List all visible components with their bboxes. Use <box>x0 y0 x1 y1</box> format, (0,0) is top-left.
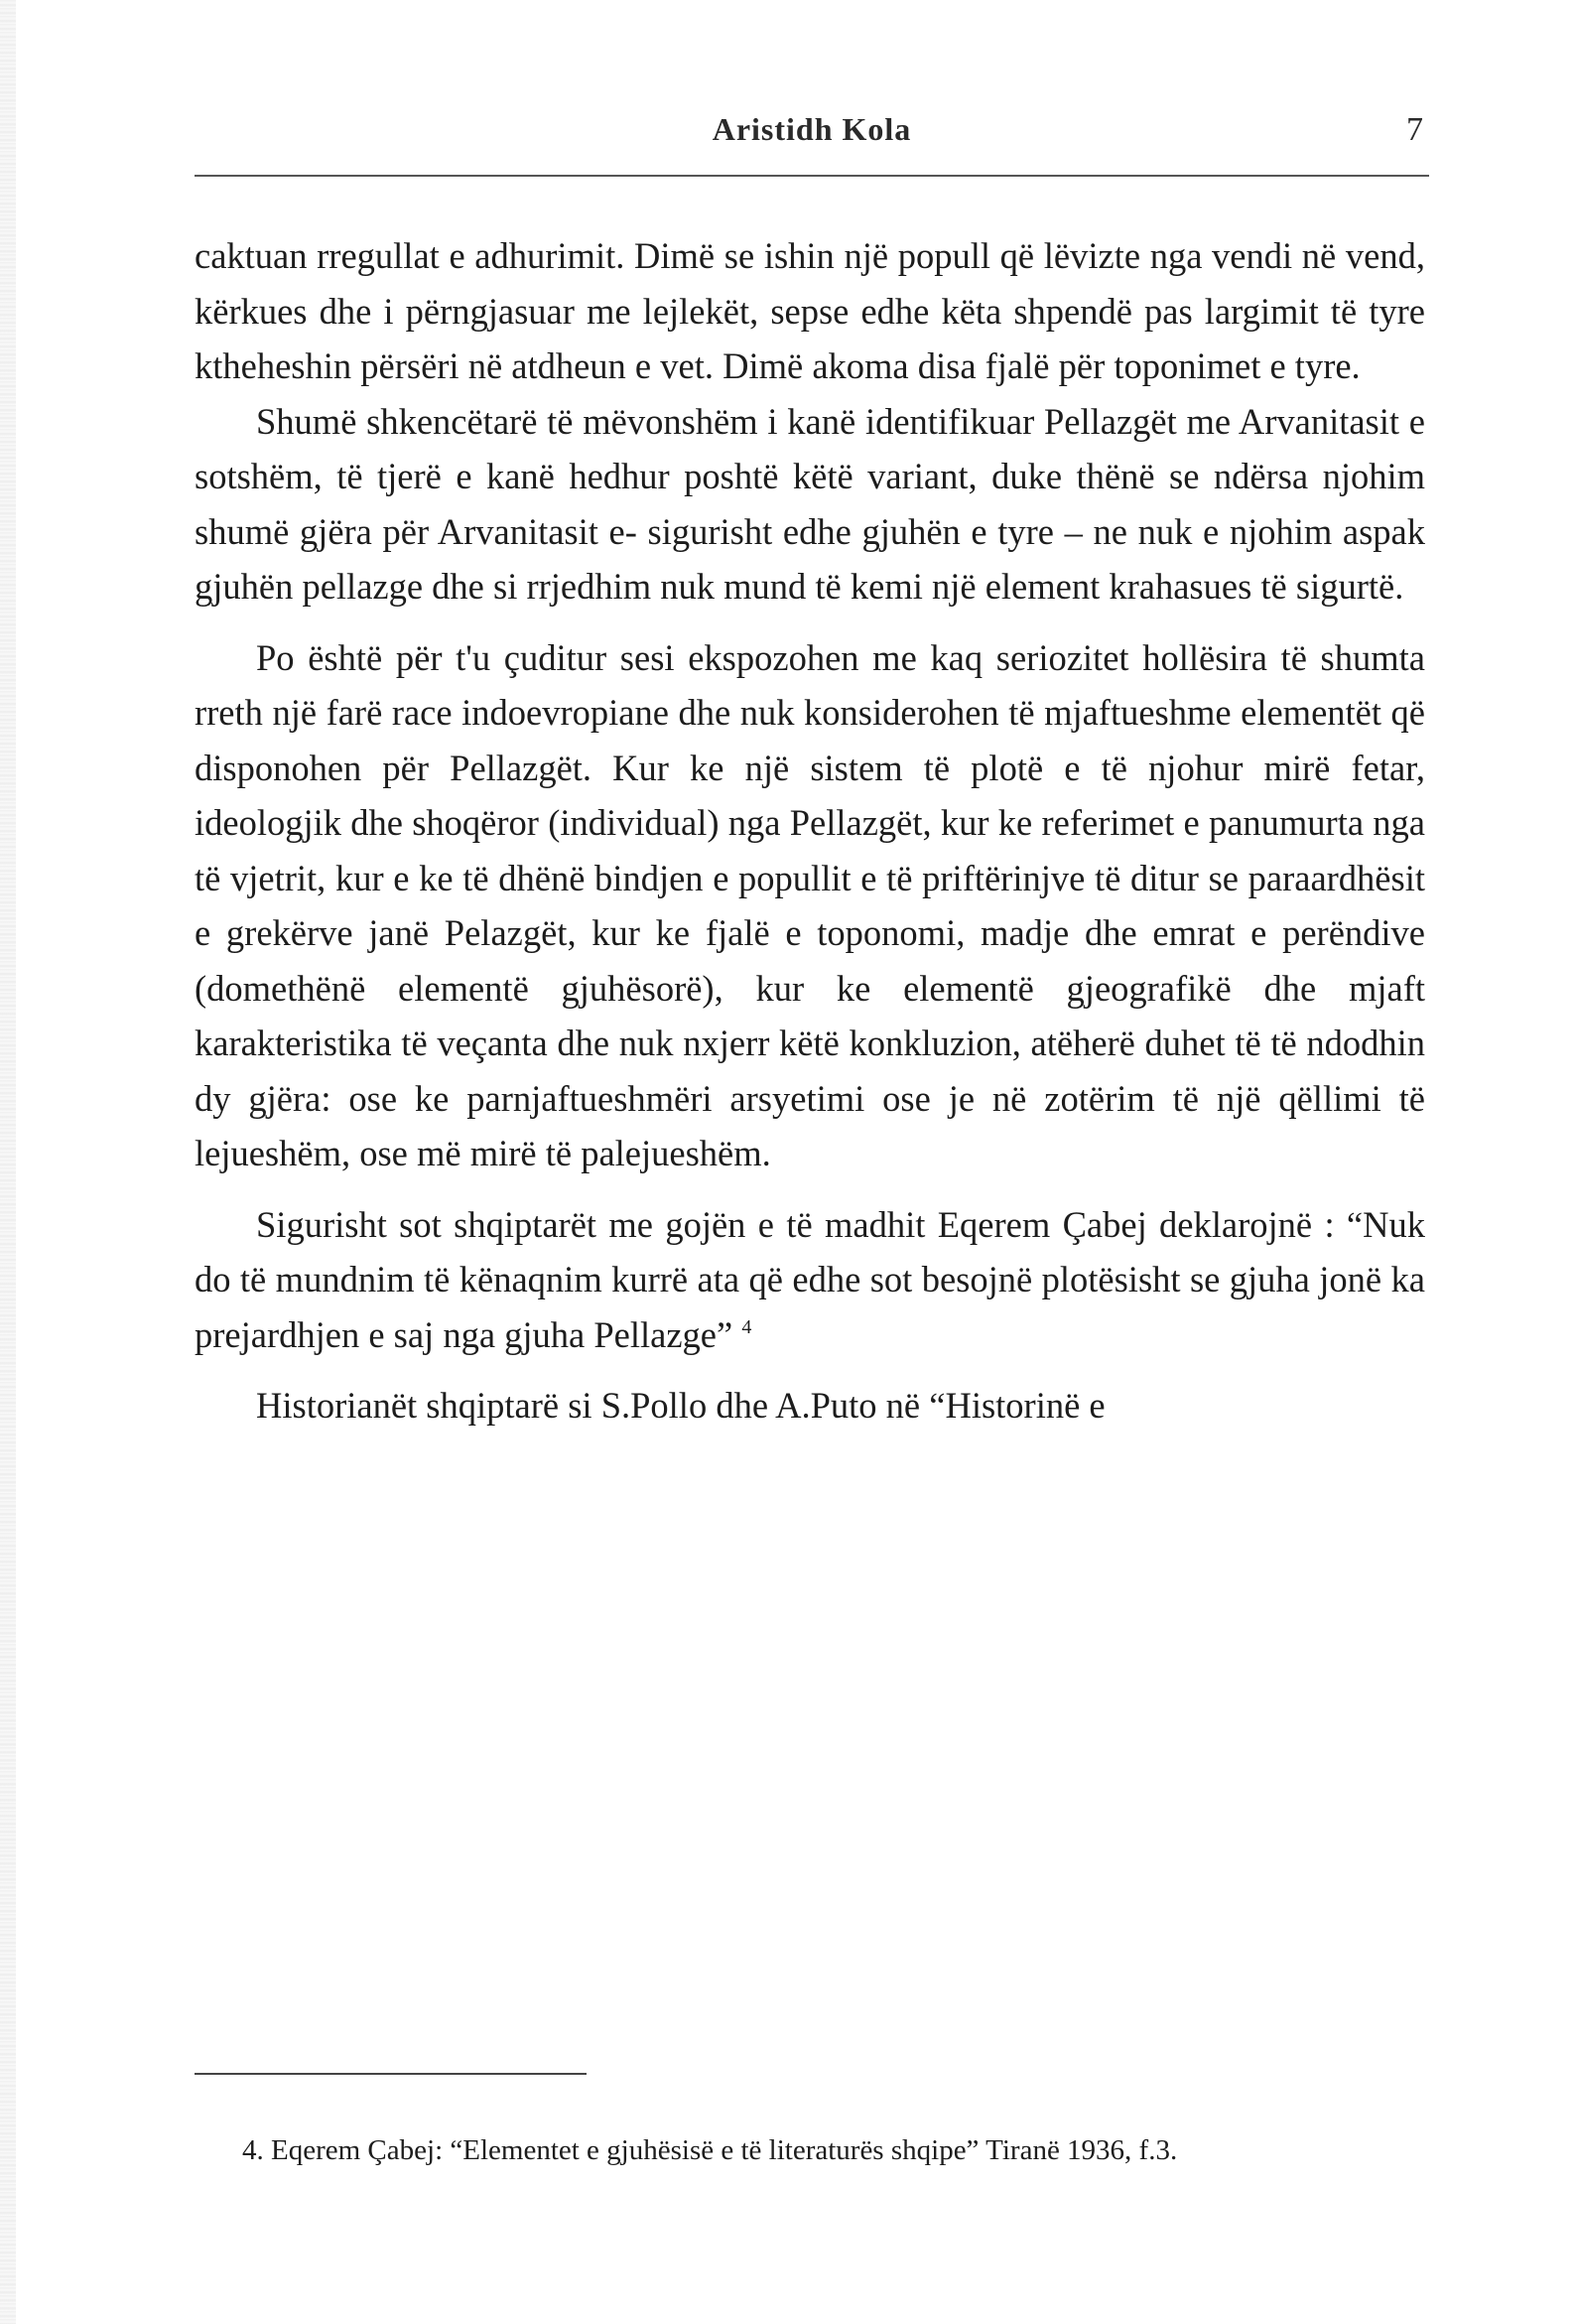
running-head: Aristidh Kola <box>712 111 912 147</box>
footnote-rule <box>195 2073 587 2075</box>
paragraph-4 <box>195 1197 1425 1363</box>
footnote: 4. Eqerem Çabej: “Elementet e gjuhësisë e të literaturës shqipe” Tiranë 1936, f.3. <box>242 2134 1178 2166</box>
paragraph-1: caktuan rregullat e adhurimit. Dimë se ishin një popull që lëvizte nga vendi në vend, kërkues dhe i përngjasuar me lejlekët, sepse edhe këta shpendë pas largimit të tyre ktheheshin përsëri në atdheun e vet. Dimë akoma disa fjalë për toponimet e tyre. <box>195 235 1425 386</box>
paragraph-5: Historianët shqiptarë si S.Pollo dhe A.Puto në “Historinë e <box>256 1385 1106 1426</box>
footnote-reference[interactable]: 4 <box>741 1315 752 1338</box>
paragraph-2: Shumë shkencëtarë të mëvonshëm i kanë identifikuar Pellazgët me Arvanitasit e sotshëm, të tjerë e kanë hedhur poshtë këtë variant, duke thënë se ndërsa njohim shumë gjëra për Arvanitasit e- sigurisht edhe gjuhën e tyre – ne nuk e njohim aspak gjuhën pellazge dhe si rrjedhim nuk mund të kemi një element krahasues të sigurtë. <box>195 400 1425 607</box>
scan-edge <box>0 0 16 2324</box>
page-number: 7 <box>1406 111 1423 148</box>
page-header <box>195 111 1429 171</box>
body-text <box>195 228 1425 1434</box>
paragraph-3: Po është për t'u çuditur sesi ekspozohen me kaq seriozitet hollësira të shumta rreth një farë race indoevropiane dhe nuk konsiderohen të mjaftueshme elementët që disponohen për Pellazgët. Kur ke një sistem të plotë e të njohur mirë fetar, ideologjik dhe shoqëror (individual) nga Pellazgët, kur ke referimet e panumurta nga të vjetrit, kur e ke të dhënë bindjen e popullit e të priftërinjve të ditur se paraardhësit e grekërve janë Pelazgët, kur ke fjalë e toponomi, madje dhe emrat e perëndive (domethënë elementë gjuhësorë), kur ke elementë gjeografikë dhe mjaft karakteristika të veçanta dhe nuk nxjerr këtë konkluzion, atëherë duhet të të ndodhin dy gjëra: ose ke parnjaftueshmëri arsyetimi ose je në zotërim të një qëllimi të lejueshëm, ose më mirë të palejueshëm. <box>195 636 1425 1173</box>
paragraph-4-text: Sigurisht sot shqiptarët me gojën e të madhit Eqerem Çabej deklarojnë : “Nuk do të mundnim të kënaqnim kurrë ata që edhe sot besojnë plotësisht se gjuha jonë ka prejardhjen e saj nga gjuha Pellazge” <box>195 1203 1425 1355</box>
header-rule <box>195 175 1429 177</box>
